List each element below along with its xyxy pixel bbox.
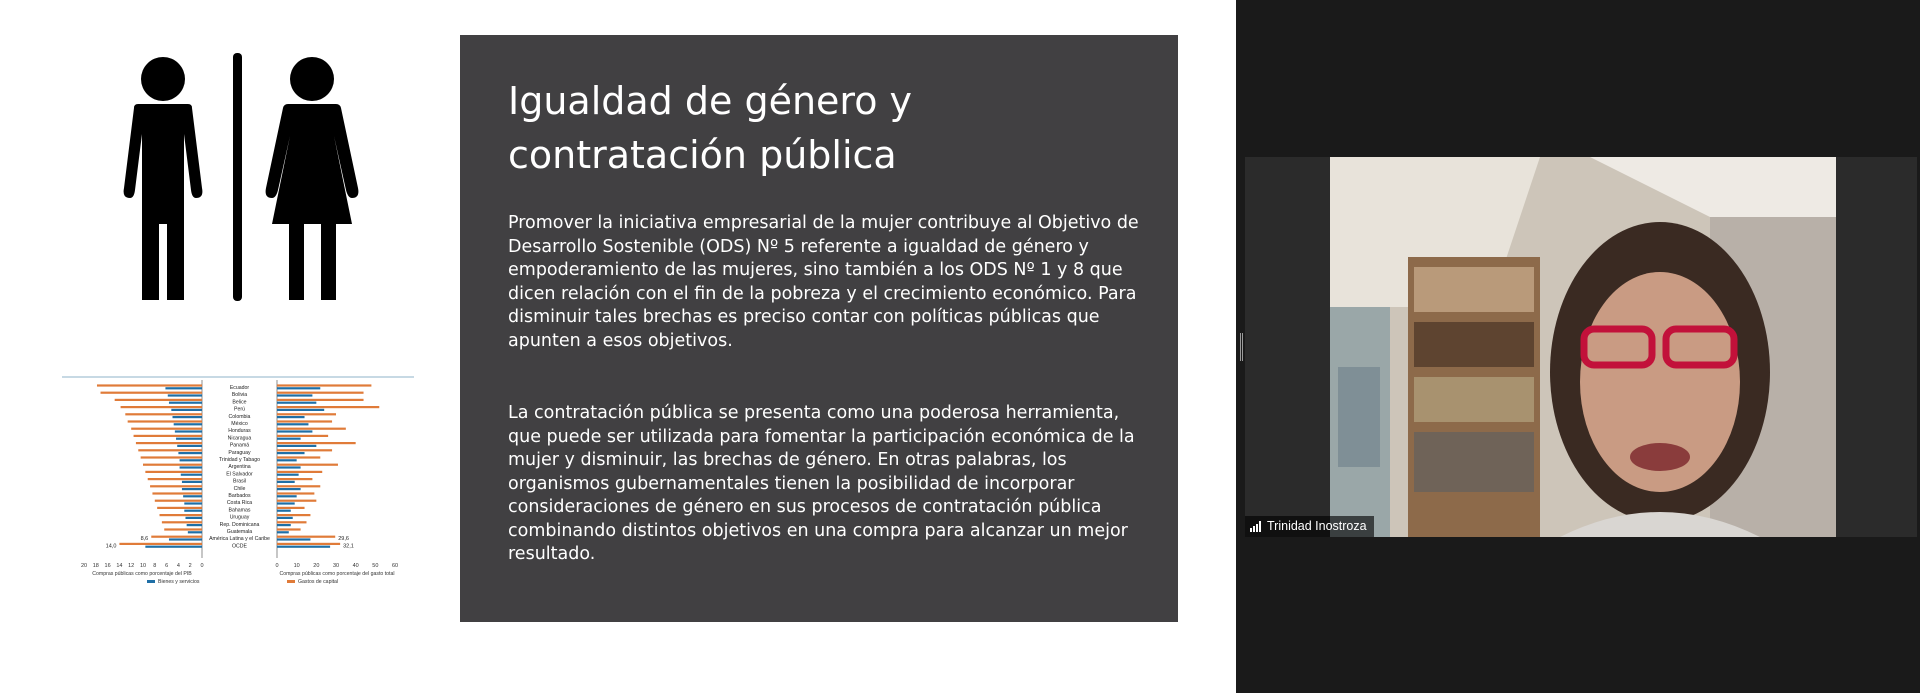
category-label: Bahamas [228, 507, 251, 514]
right-bar-capital [277, 449, 332, 451]
right-bar-goods [277, 510, 291, 512]
procurement-chart [62, 372, 414, 587]
left-bar-goods [182, 488, 202, 490]
right-bar-goods [277, 524, 291, 526]
left-bar-goods [171, 409, 202, 411]
left-bar-goods [184, 510, 202, 512]
right-bar-capital [277, 478, 312, 480]
left-bar-capital [136, 442, 202, 444]
category-label: Paraguay [228, 449, 251, 456]
left-bar-goods [177, 445, 202, 447]
right-bar-capital [277, 435, 328, 437]
signal-strength-icon [1250, 521, 1261, 532]
right-bar-capital [277, 521, 307, 523]
left-bar-goods [175, 430, 202, 432]
right-data-label: 32,1 [343, 543, 354, 550]
right-bar-capital [277, 392, 364, 394]
right-bar-goods [277, 394, 312, 396]
category-label: Ecuador [229, 385, 250, 391]
left-bar-goods [169, 402, 202, 404]
left-bar-goods [188, 531, 202, 533]
left-axis-title: Compras públicas como porcentaje del PIB [92, 571, 192, 577]
left-bar-capital [131, 428, 202, 430]
left-bar-goods [183, 495, 202, 497]
category-label: Rep. Dominicana [219, 521, 260, 528]
right-tick-label: 0 [275, 563, 279, 569]
slide-title [508, 74, 1148, 182]
left-data-label: 14,0 [105, 543, 117, 550]
right-bar-capital [277, 428, 346, 430]
right-bar-capital [277, 543, 340, 545]
category-label: Barbados [228, 493, 251, 499]
right-bar-capital [277, 492, 314, 494]
right-bar-capital [277, 485, 320, 487]
left-bar-capital [119, 543, 202, 545]
left-bar-capital [148, 478, 202, 480]
left-bar-capital [128, 420, 202, 422]
left-bar-capital [152, 492, 202, 494]
left-bar-capital [141, 456, 202, 458]
category-label: Bolivia [231, 392, 248, 399]
right-bar-capital [277, 514, 310, 516]
left-tick-label: 6 [165, 563, 169, 569]
left-bar-goods [181, 474, 202, 476]
left-bar-capital [155, 500, 202, 502]
right-bar-capital [277, 399, 364, 401]
left-bar-capital [143, 464, 202, 466]
right-bar-goods [277, 474, 299, 476]
right-bar-capital [277, 500, 316, 502]
right-bar-capital [277, 456, 320, 458]
category-label: Belice [232, 399, 247, 406]
left-bar-goods [178, 452, 202, 454]
left-bar-capital [125, 413, 202, 415]
left-bar-goods [145, 546, 202, 548]
right-data-label: 29,6 [338, 536, 349, 543]
left-tick-label: 12 [128, 563, 135, 569]
right-tick-label: 20 [313, 563, 320, 569]
right-bar-goods [277, 517, 293, 519]
category-label: Costa Rica [226, 500, 253, 507]
left-bar-goods [174, 423, 202, 425]
left-tick-label: 14 [116, 563, 123, 569]
category-label: América Latina y el Caribe [209, 536, 270, 543]
slide-title-line2: contratación pública [508, 133, 897, 177]
right-bar-capital [277, 471, 322, 473]
left-data-label: 8,6 [140, 536, 149, 543]
left-tick-label: 10 [139, 563, 147, 569]
right-tick-label: 60 [391, 563, 399, 569]
right-bar-goods [277, 387, 320, 389]
left-bar-capital [97, 384, 202, 386]
male-female-restroom-icon [100, 48, 380, 308]
left-tick-label: 18 [92, 563, 99, 569]
right-axis-title: Compras públicas como porcentaje del gasto total [279, 571, 395, 577]
right-tick-label: 10 [293, 563, 300, 569]
right-bar-goods [277, 423, 308, 425]
right-tick-label: 30 [332, 563, 340, 569]
left-bar-capital [121, 406, 202, 408]
left-bar-capital [115, 399, 202, 401]
left-tick-label: 8 [153, 563, 157, 569]
category-label: Colombia [228, 413, 251, 420]
participant-video-feed [1330, 157, 1836, 537]
right-bar-goods [277, 416, 305, 418]
right-bar-goods [277, 459, 297, 461]
category-label: OCDE [232, 543, 247, 550]
right-bar-capital [277, 536, 335, 538]
right-bar-goods [277, 445, 316, 447]
left-bar-capital [157, 507, 202, 509]
left-bar-capital [162, 521, 202, 523]
right-bar-capital [277, 464, 338, 466]
left-bar-capital [101, 392, 202, 394]
right-tick-label: 40 [352, 563, 359, 569]
left-bar-capital [138, 449, 202, 451]
category-label: Brasil [233, 478, 246, 485]
category-label: Guatemala [226, 529, 253, 535]
left-bar-goods [173, 416, 203, 418]
left-bar-goods [180, 459, 202, 461]
category-label: Honduras [228, 428, 251, 435]
right-bar-goods [277, 502, 295, 504]
right-bar-capital [277, 507, 305, 509]
category-label: Chile [233, 485, 246, 492]
left-tick-label: 16 [104, 563, 111, 569]
category-label: Uruguay [229, 514, 250, 521]
right-bar-goods [277, 409, 324, 411]
legend-swatch-goods [147, 580, 155, 583]
category-label: Panamá [229, 442, 250, 449]
left-bar-capital [145, 471, 202, 473]
left-bar-goods [169, 538, 202, 540]
right-bar-goods [277, 495, 297, 497]
slide-paragraph-2: La contratación pública se presenta como una poderosa herramienta, que puede ser utilizada para fomentar la participación económica de la mujer y disminuir, las brechas de género. En otras palabras, los organismos gubernamentales tienen la posibilidad de incorporar consideraciones de género en sus procesos de contratación pública combinando distintos objetivos en una compra para alcanzar un mejor resultado. [508, 403, 1135, 564]
right-bar-goods [277, 546, 330, 548]
right-bar-capital [277, 420, 332, 422]
right-bar-goods [277, 488, 301, 490]
slide-title-line1: Igualdad de género y [508, 79, 913, 123]
right-bar-goods [277, 430, 312, 432]
left-bar-goods [165, 387, 202, 389]
category-label: El Salvador [226, 471, 253, 478]
right-bar-capital [277, 528, 301, 530]
left-bar-capital [151, 536, 202, 538]
category-label: Nicaragua [227, 435, 252, 442]
left-tick-label: 4 [176, 563, 180, 569]
right-bar-goods [277, 531, 289, 533]
left-tick-label: 0 [200, 563, 204, 569]
right-bar-goods [277, 481, 295, 483]
left-tick-label: 2 [188, 563, 192, 569]
left-bar-goods [168, 394, 202, 396]
right-bar-goods [277, 466, 301, 468]
left-bar-goods [185, 517, 202, 519]
left-bar-capital [164, 528, 202, 530]
category-label: Perú [234, 406, 245, 413]
left-bar-capital [134, 435, 202, 437]
legend-label-goods: Bienes y servicios [158, 579, 200, 585]
left-tick-label: 20 [80, 563, 88, 569]
legend-swatch-capital [287, 580, 295, 583]
right-bar-capital [277, 406, 379, 408]
panel-resize-handle[interactable] [1239, 333, 1243, 361]
right-bar-capital [277, 384, 371, 386]
right-bar-capital [277, 442, 356, 444]
slide-paragraph-1: Promover la iniciativa empresarial de la mujer contribuye al Objetivo de Desarrollo Sostenible (ODS) Nº 5 referente a igualdad de género y empoderamiento de las mujeres, sino también a los ODS Nº 1 y 8 que dicen relación con el fin de la pobreza y el crecimiento económico. Para disminuir tales brechas es preciso contar con políticas públicas que apunten a esos objetivos. [508, 213, 1139, 351]
left-bar-goods [182, 481, 202, 483]
right-bar-capital [277, 413, 336, 415]
participant-name-tag [1245, 516, 1374, 537]
left-bar-capital [160, 514, 202, 516]
left-bar-goods [180, 466, 202, 468]
category-label: Argentina [228, 464, 251, 471]
right-bar-goods [277, 538, 310, 540]
left-bar-goods [187, 524, 202, 526]
right-bar-goods [277, 452, 305, 454]
right-tick-label: 50 [372, 563, 379, 569]
legend-label-capital: Gastos de capital [298, 579, 339, 585]
category-label: México [231, 421, 248, 427]
left-bar-capital [150, 485, 202, 487]
left-bar-goods [184, 502, 202, 504]
right-bar-goods [277, 438, 301, 440]
left-bar-goods [176, 438, 202, 440]
right-bar-goods [277, 402, 316, 404]
participant-name: Trinidad Inostroza [1267, 519, 1367, 533]
category-label: Trinidad y Tabago [219, 457, 260, 463]
